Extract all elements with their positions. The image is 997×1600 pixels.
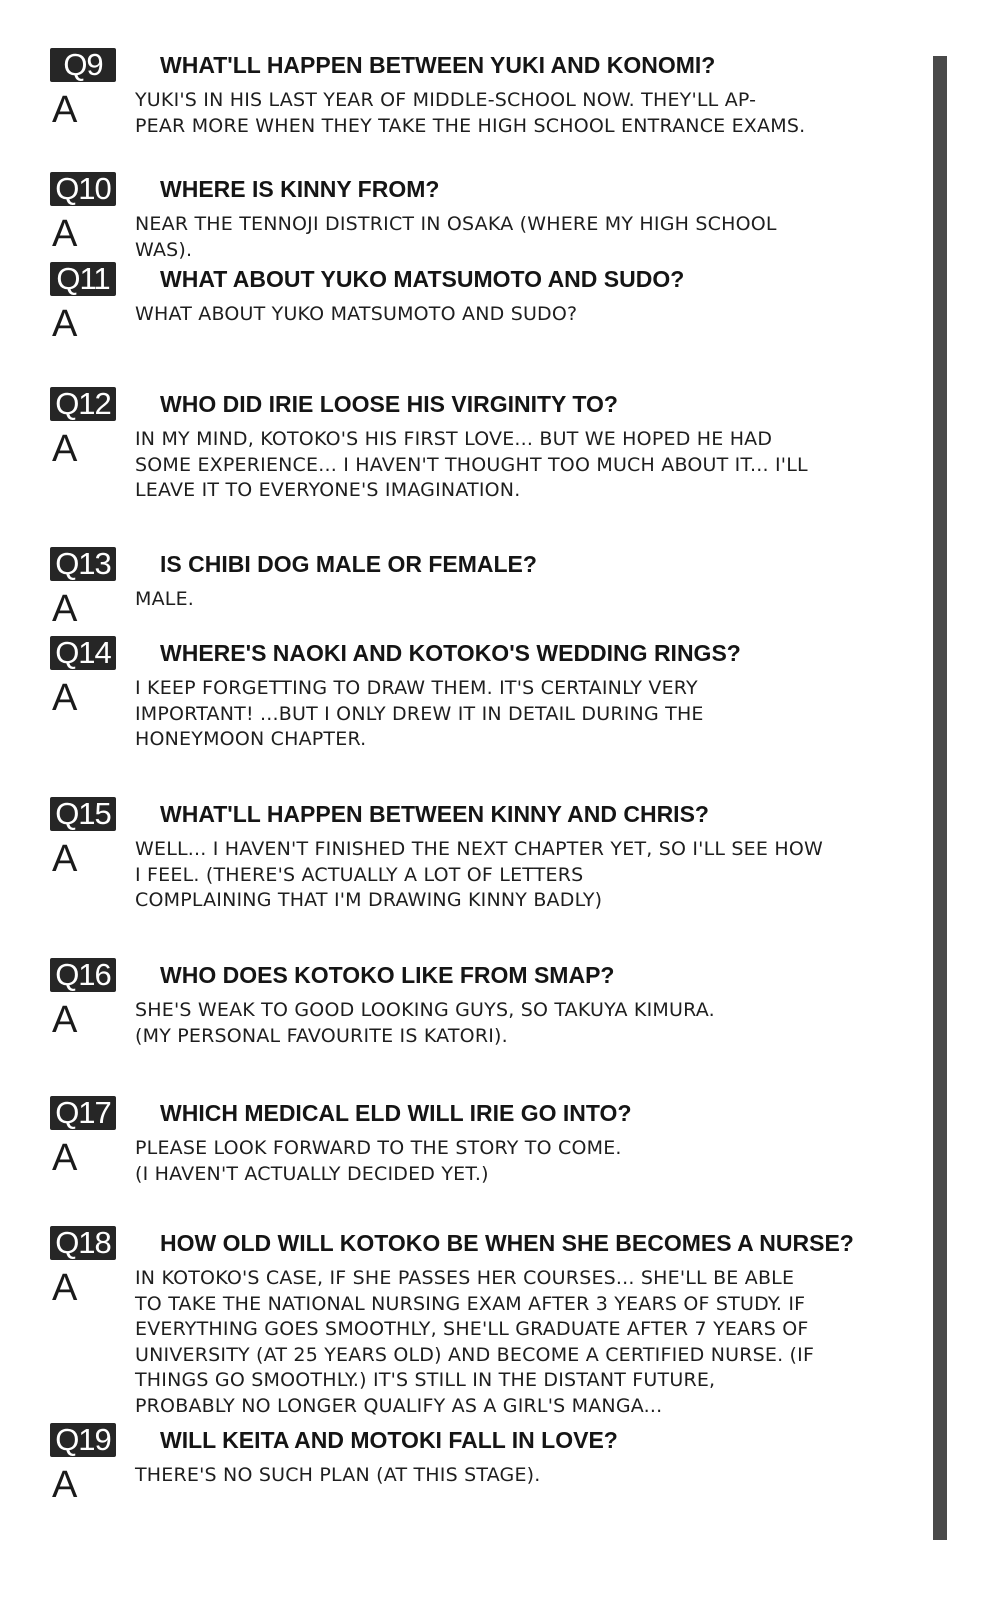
question-text: WHERE'S NAOKI AND KOTOKO'S WEDDING RINGS?: [160, 640, 741, 666]
answer-line: PROBABLY NO LONGER QUALIFY AS A GIRL'S MANGA...: [135, 1394, 663, 1417]
answer-line: (I HAVEN'T ACTUALLY DECIDED YET.): [135, 1162, 489, 1185]
answer-text: [135, 88, 920, 139]
answer-label: A: [52, 89, 78, 131]
question-text: WHO DID IRIE LOOSE HIS VIRGINITY TO?: [160, 391, 618, 417]
answer-line: NEAR THE TENNOJI DISTRICT IN OSAKA (WHERE MY HIGH SCHOOL: [135, 213, 777, 235]
question-number-badge: Q15: [50, 797, 116, 831]
question-number-badge: Q12: [50, 387, 116, 421]
answer-label: A: [52, 428, 78, 470]
answer-line: THINGS GO SMOOTHLY.) IT'S STILL IN THE DISTANT FUTURE,: [135, 1369, 716, 1391]
question-text: WHICH MEDICAL ELD WILL IRIE GO INTO?: [160, 1100, 632, 1126]
question-number-badge: Q16: [50, 958, 116, 992]
question-number-badge: Q9: [50, 48, 116, 82]
answer-line: UNIVERSITY (AT 25 YEARS OLD) AND BECOME A CERTIFIED NURSE. (IF: [135, 1343, 815, 1366]
question-number-badge: Q10: [50, 172, 116, 206]
answer-line: SHE'S WEAK TO GOOD LOOKING GUYS, SO TAKUYA KIMURA.: [135, 999, 715, 1021]
question-number-badge: Q13: [50, 547, 116, 581]
answer-label: A: [52, 588, 78, 630]
question-number-badge: Q19: [50, 1423, 116, 1457]
answer-text: [135, 676, 920, 753]
answer-line: MALE.: [135, 588, 195, 610]
answer-line: COMPLAINING THAT I'M DRAWING KINNY BADLY): [135, 889, 603, 911]
answer-text: [135, 837, 920, 914]
answer-text: [135, 427, 920, 504]
answer-line: TO TAKE THE NATIONAL NURSING EXAM AFTER 3 YEARS OF STUDY. IF: [135, 1292, 806, 1315]
answer-line: PEAR MORE WHEN THEY TAKE THE HIGH SCHOOL ENTRANCE EXAMS.: [135, 114, 806, 137]
answer-text: [135, 1266, 920, 1419]
answer-line: WELL... I HAVEN'T FINISHED THE NEXT CHAPTER YET, SO I'LL SEE HOW: [135, 838, 823, 860]
answer-label: A: [52, 677, 78, 719]
answer-line: LEAVE IT TO EVERYONE'S IMAGINATION.: [135, 479, 521, 501]
answer-line: HONEYMOON CHAPTER.: [135, 728, 367, 750]
answer-line: I KEEP FORGETTING TO DRAW THEM. IT'S CERTAINLY VERY: [135, 677, 698, 699]
answer-line: I FEEL. (THERE'S ACTUALLY A LOT OF LETTERS: [135, 863, 584, 886]
answer-text: [135, 587, 920, 613]
question-text: WHO DOES KOTOKO LIKE FROM SMAP?: [160, 962, 615, 988]
question-text: WHAT ABOUT YUKO MATSUMOTO AND SUDO?: [160, 266, 685, 292]
answer-line: SOME EXPERIENCE... I HAVEN'T THOUGHT TOO MUCH ABOUT IT... I'LL: [135, 453, 808, 476]
question-number-badge: Q11: [50, 262, 116, 296]
question-number-badge: Q14: [50, 636, 116, 670]
question-text: HOW OLD WILL KOTOKO BE WHEN SHE BECOMES A NURSE?: [160, 1230, 854, 1256]
answer-line: WAS).: [135, 238, 193, 261]
question-number-badge: Q17: [50, 1096, 116, 1130]
answer-label: A: [52, 999, 78, 1041]
question-number-badge: Q18: [50, 1226, 116, 1260]
answer-line: PLEASE LOOK FORWARD TO THE STORY TO COME.: [135, 1137, 622, 1159]
answer-text: [135, 302, 920, 328]
answer-text: [135, 212, 920, 263]
answer-text: [135, 1463, 920, 1489]
answer-label: A: [52, 1137, 78, 1179]
question-text: IS CHIBI DOG MALE OR FEMALE?: [160, 551, 537, 577]
answer-text: [135, 1136, 920, 1187]
question-text: WILL KEITA AND MOTOKI FALL IN LOVE?: [160, 1427, 618, 1453]
answer-label: A: [52, 1267, 78, 1309]
answer-label: A: [52, 303, 78, 345]
question-text: WHERE IS KINNY FROM?: [160, 176, 440, 202]
answer-label: A: [52, 1464, 78, 1506]
answer-line: YUKI'S IN HIS LAST YEAR OF MIDDLE-SCHOOL NOW. THEY'LL AP-: [135, 89, 757, 111]
answer-line: (MY PERSONAL FAVOURITE IS KATORI).: [135, 1024, 508, 1047]
question-text: WHAT'LL HAPPEN BETWEEN KINNY AND CHRIS?: [160, 801, 709, 827]
answer-line: IMPORTANT! ...BUT I ONLY DREW IT IN DETAIL DURING THE: [135, 702, 704, 725]
answer-label: A: [52, 213, 78, 255]
answer-line: EVERYTHING GOES SMOOTHLY, SHE'LL GRADUATE AFTER 7 YEARS OF: [135, 1318, 809, 1340]
question-text: WHAT'LL HAPPEN BETWEEN YUKI AND KONOMI?: [160, 52, 716, 78]
answer-line: THERE'S NO SUCH PLAN (AT THIS STAGE).: [135, 1464, 541, 1486]
answer-label: A: [52, 838, 78, 880]
answer-line: WHAT ABOUT YUKO MATSUMOTO AND SUDO?: [135, 303, 578, 325]
answer-line: IN MY MIND, KOTOKO'S HIS FIRST LOVE... BUT WE HOPED HE HAD: [135, 428, 773, 450]
answer-line: IN KOTOKO'S CASE, IF SHE PASSES HER COURSES... SHE'LL BE ABLE: [135, 1267, 795, 1289]
answer-text: [135, 998, 920, 1049]
page-edge-bar: [933, 56, 947, 1540]
